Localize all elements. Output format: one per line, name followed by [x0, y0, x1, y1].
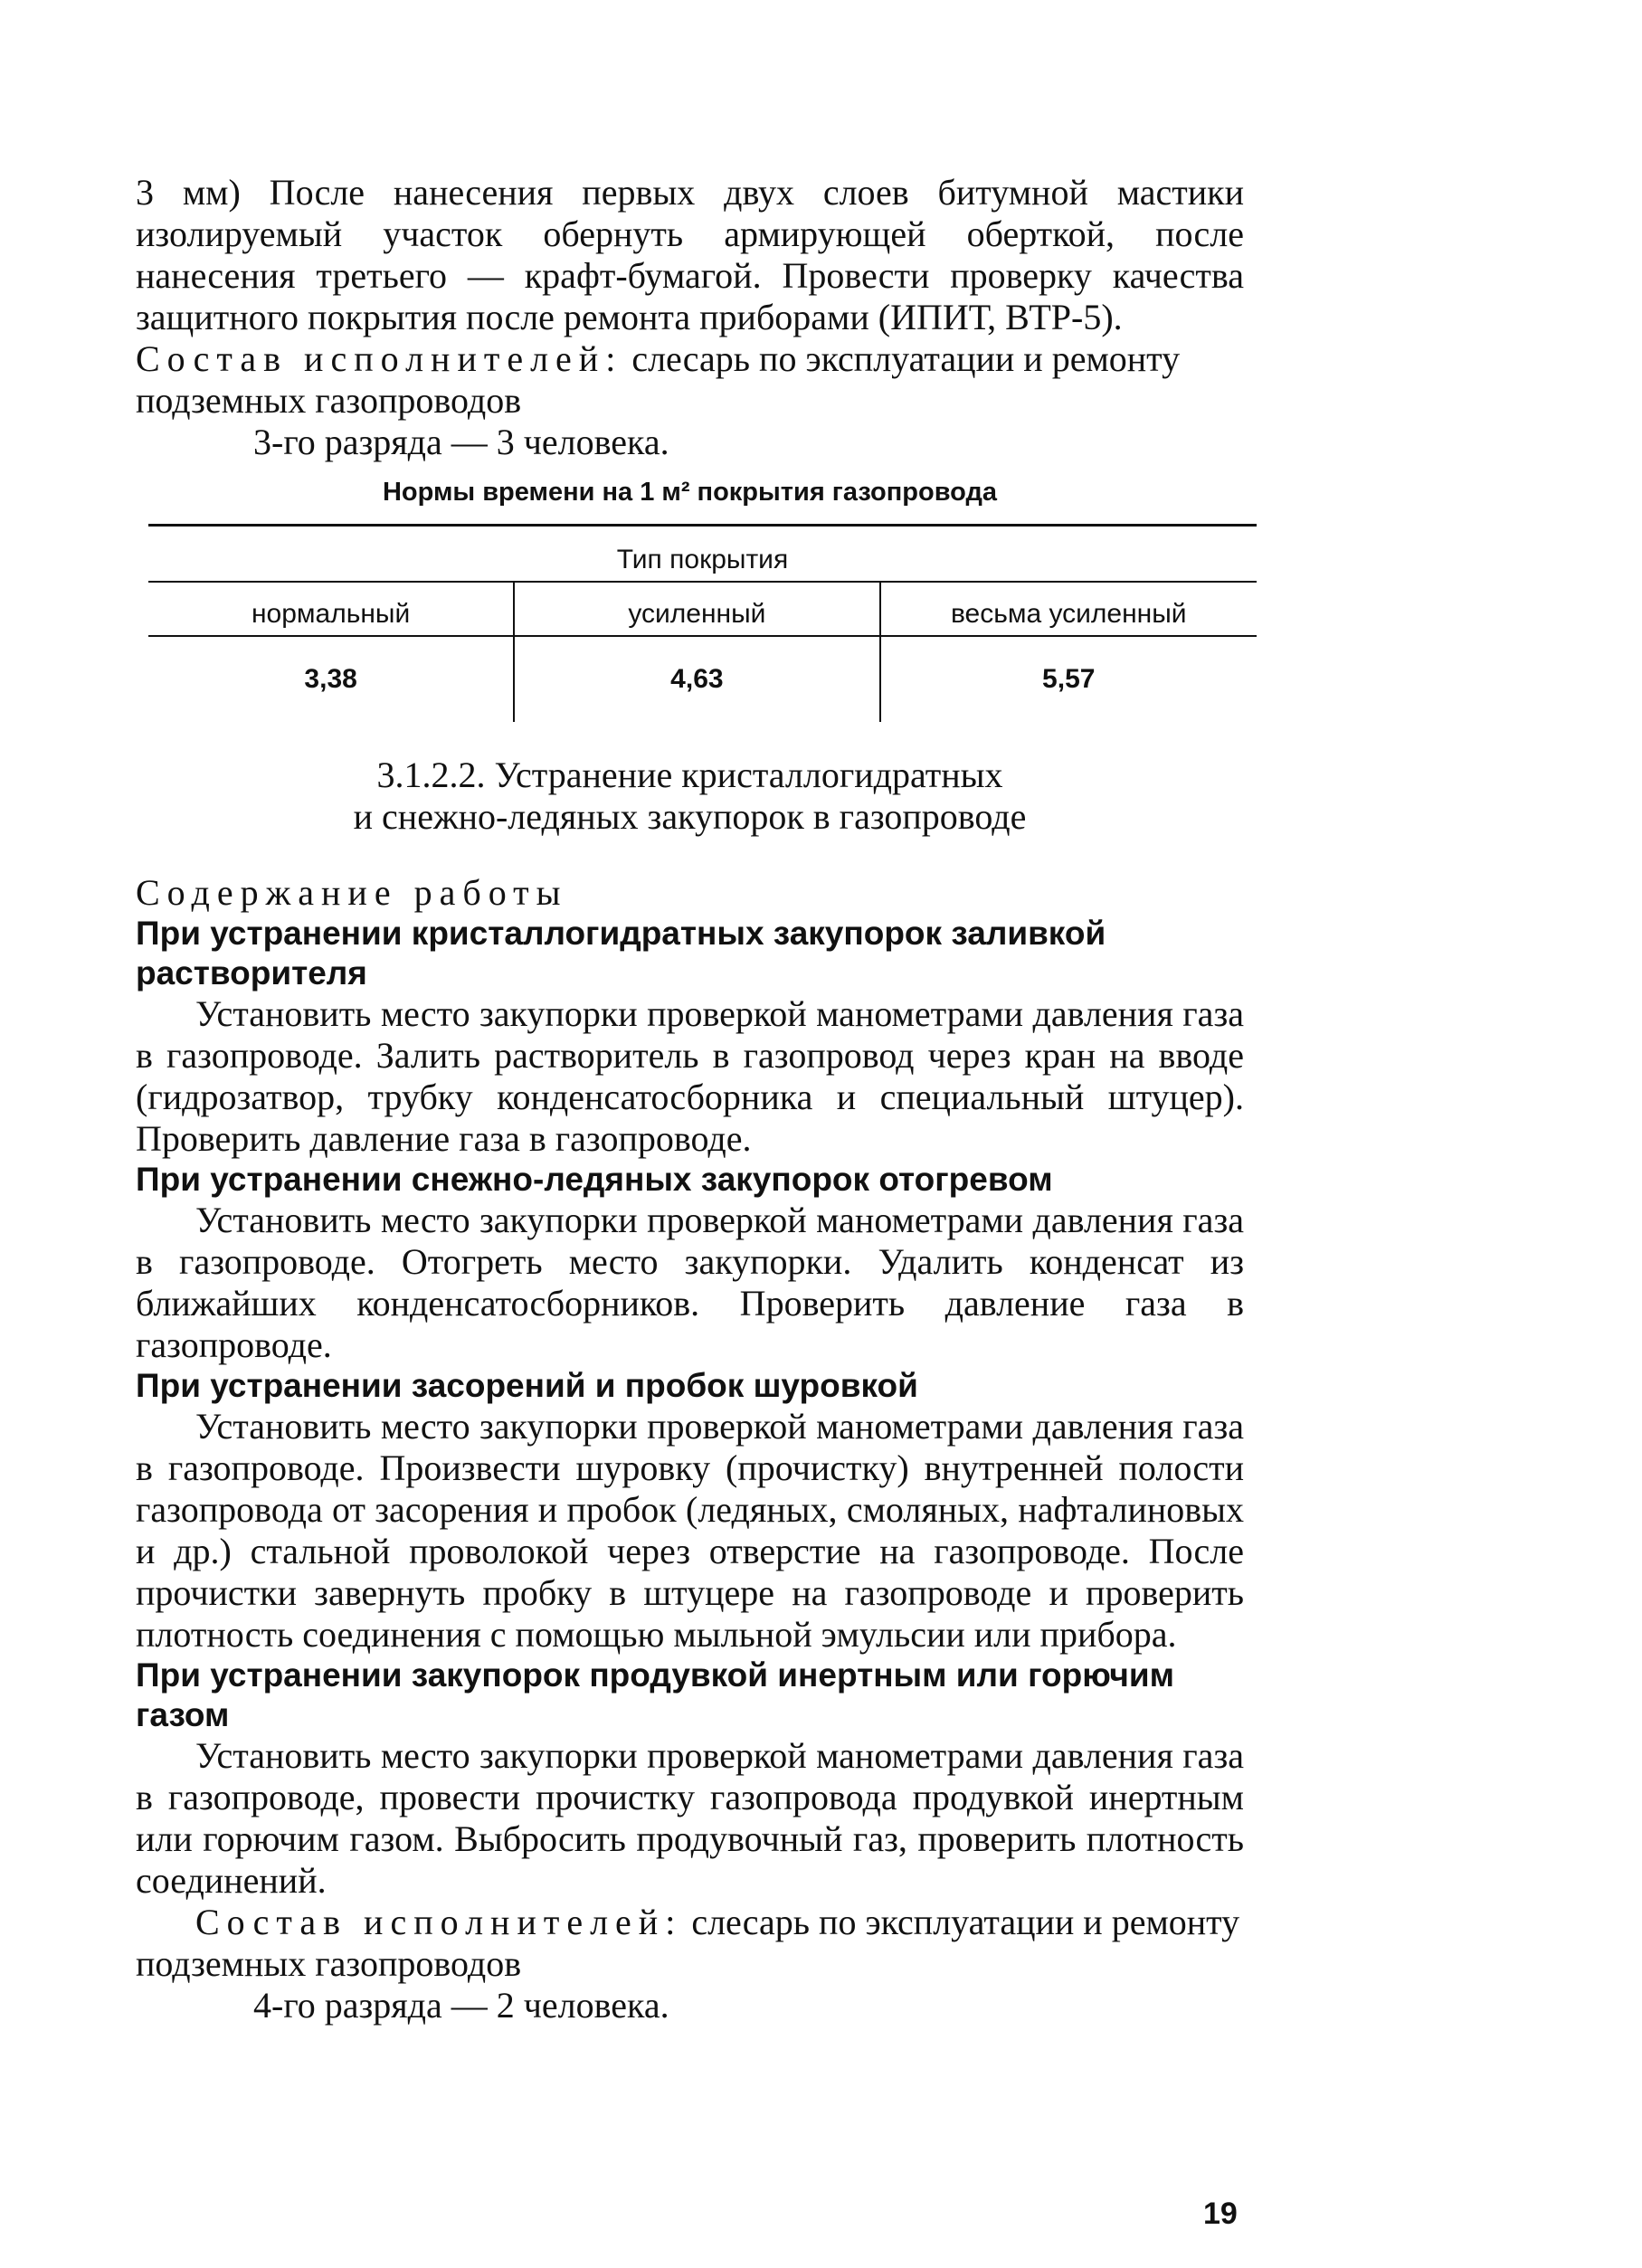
subsection-text: Установить место закупорки проверкой манометрами давления газа в газопроводе, провести прочистку газопровода продувкой инертным или горючим газом. Выбросить продувочный газ, проверить плотность соединений. — [136, 1735, 1244, 1901]
staff-rank: 4-го разряда — 2 человека. — [253, 1985, 669, 2026]
section-title-line: 3.1.2.2. Устранение кристаллогидратных — [376, 754, 1003, 795]
subsection-text: Установить место закупорки проверкой манометрами давления газа в газопроводе. Произвести шуровку (прочистку) внутренней полости газопровода от засорения и пробок (ледяных, смоляных, нафталиновых и др.) стальной проволокой через отверстие на газопроводе. После прочистки завернуть пробку в штуцере на газопроводе и проверить плотность соединения с помощью мыльной эмульсии или прибора. — [136, 1406, 1244, 1655]
document-page — [136, 172, 1244, 2026]
section-title-line: и снежно-ледяных закупорок в газопроводе — [353, 796, 1027, 837]
norms-group-header: Тип покрытия — [148, 526, 1257, 583]
subsection-heading: При устранении снежно-ледяных закупорок отогревом — [136, 1161, 1053, 1198]
norms-table-title: Нормы времени на 1 м² покрытия газопровода — [382, 478, 998, 507]
column-header: нормальный — [148, 582, 514, 636]
section-staff-line — [136, 1902, 1244, 1985]
column-header: весьма усиленный — [880, 582, 1258, 636]
staff-text: слесарь по эксплуатации и ремонту подземных газопроводов — [136, 338, 1181, 421]
page-number: 19 — [1203, 2197, 1238, 2231]
subsection-heading: При устранении закупорок продувкой инертным или горючим газом — [136, 1656, 1174, 1733]
subsection-heading: При устранении засорений и пробок шуровкой — [136, 1367, 918, 1404]
staff-label: Состав исполнителей: — [136, 338, 623, 379]
subsection-text: Установить место закупорки проверкой манометрами давления газа в газопроводе. Отогреть место закупорки. Удалить конденсат из ближайших конденсатосборников. Проверить давление газа в газопроводе. — [136, 1200, 1244, 1365]
table-cell: 4,63 — [514, 636, 879, 722]
staff-label: Состав исполнителей: — [195, 1902, 683, 1942]
intro-staff-line — [136, 338, 1244, 422]
column-header: усиленный — [514, 582, 879, 636]
content-label — [136, 872, 1244, 914]
subsection-heading: При устранении кристаллогидратных закупорок заливкой растворителя — [136, 915, 1106, 992]
table-cell: 5,57 — [880, 636, 1258, 722]
table-cell: 3,38 — [304, 664, 357, 694]
table-row — [148, 636, 1257, 722]
staff-text: слесарь по эксплуатации и ремонту подземных газопроводов — [136, 1902, 1240, 1984]
staff-rank: 3-го разряда — 3 человека. — [253, 422, 669, 462]
section-title — [136, 754, 1244, 838]
content-label-text: Содержание работы — [136, 872, 568, 913]
norms-table — [148, 524, 1257, 722]
intro-paragraph: 3 мм) После нанесения первых двух слоев битумной мастики изолируемый участок обернуть армирующей оберткой, после нанесения третьего — крафт-бумагой. Провести проверку качества защитного покрытия после ремонта приборами (ИПИТ, ВТР-5). — [136, 172, 1244, 337]
subsection-text: Установить место закупорки проверкой манометрами давления газа в газопроводе. Залить растворитель в газопровод через кран на вводе (гидрозатвор, трубку конденсатосборника и специальный штуцер). Проверить давление газа в газопроводе. — [136, 993, 1244, 1159]
